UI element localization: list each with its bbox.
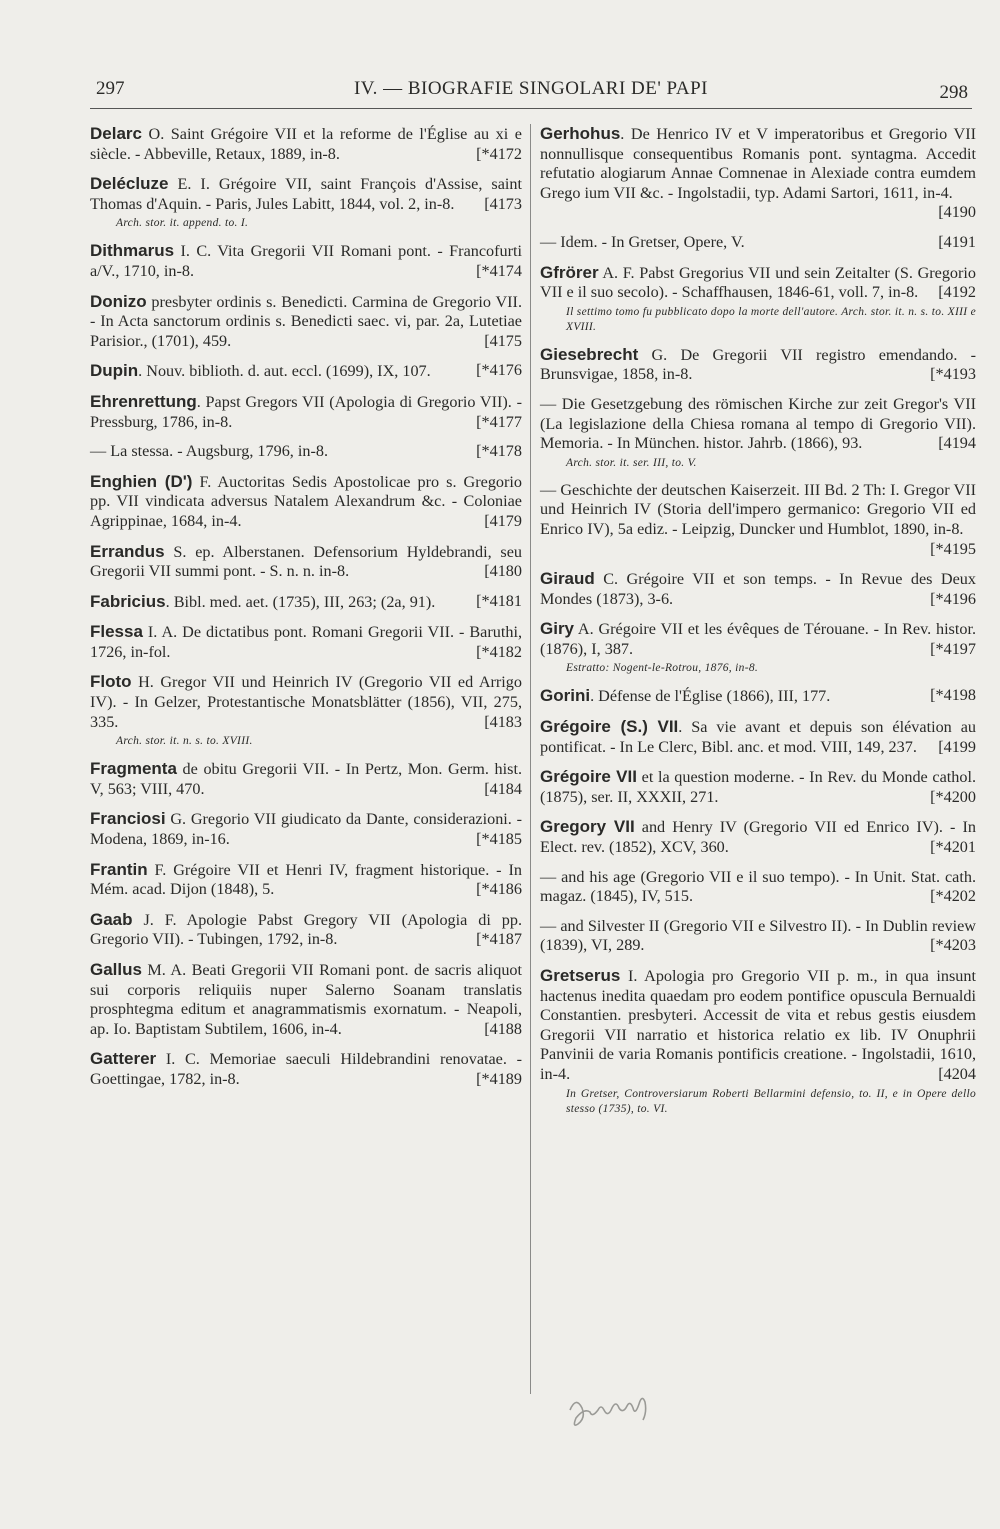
entry-number: [4188 [484,1019,522,1038]
entry-text: I. C. Memoriae saeculi Hildebrandini renovatae. - Goettingae, 1782, in-8. [90,1050,522,1088]
entry-text: . Sa vie avant et depuis son élévation au pontificat. - In Le Clerc, Bibl. anc. et mod. VIII, 149, 237. [540,718,976,756]
entry-author: Donizo [90,291,147,311]
bibliography-entry [540,395,976,471]
entry-note: In Gretser, Controversiarum Roberti Bellarmini defensio, to. II, e in Opere dello stesso (1735), to. VI. [566,1087,976,1115]
entry-author: Gfrörer [540,262,599,282]
bibliography-entry [90,442,522,462]
entry-text: C. Grégoire VII et son temps. - In Revue des Deux Mondes (1873), 3-6. [540,570,976,608]
entry-note: Estratto: Nogent-le-Rotrou, 1876, in-8. [566,662,759,675]
entry-number: [*4186 [476,880,522,899]
entry-author: Grégoire (S.) VII [540,717,679,737]
entry-note: Arch. stor. it. ser. III, to. V. [566,456,697,469]
entry-text: . De Henrico IV et V imperatoribus et Gregorio VII nonnullisque consequentibus Romanis pont. syntagma. Accedit refutatio alogiarum Annae Comnenae in Alexiade contra eumdem Grego ium VII &c. - Ingolstadii, typ. Adami Sartori, 1611, in-4. [540,125,976,202]
entry-author: Gallus [90,960,142,979]
entry-author: Grégoire VII [540,767,637,787]
entry-text: J. F. Apologie Pabst Gregory VII (Apologia di pp. Gregorio VII). - Tubingen, 1792, in-8. [90,910,522,949]
bibliography-entry [540,966,976,1117]
entry-number: [*4178 [476,442,522,461]
entry-author: Gretserus [540,966,621,985]
bibliography-entry [90,910,522,950]
entry-number: [4180 [484,562,522,581]
bibliography-entry [540,717,976,757]
entry-author: Floto [90,672,132,692]
bibliography-entry [90,809,522,849]
entry-author: Giraud [540,569,595,589]
entry-number: [4190 [938,203,976,222]
bibliography-entry [90,592,522,613]
bibliography-entry [90,472,522,532]
entry-author: Ehrenrettung [90,391,197,411]
entry-text: G. De Gregorii VII registro emendando. - Brunsvigae, 1858, in-8. [540,345,976,384]
entry-author: Errandus [90,541,165,561]
entry-text: E. I. Grégoire VII, saint François d'Assise, saint Thomas d'Aquin. - Paris, Jules Labitt, 1844, vol. 2, in-8. [90,175,522,213]
entry-number: [*4189 [476,1069,522,1088]
entry-number: [*4195 [930,539,976,558]
entry-number: [*4182 [476,642,522,661]
entry-author: Franciosi [90,809,166,829]
entry-text: G. Gregorio VII giudicato da Dante, considerazioni. - Modena, 1869, in-16. [90,810,522,849]
entry-number: [*4202 [930,887,976,906]
bibliography-entry [540,619,976,676]
bibliography-entry [540,124,976,223]
bibliography-entry [90,860,522,900]
entry-number: [*4200 [930,787,976,806]
entry-number: [*4203 [930,936,976,955]
entry-text: A. Grégoire VII et les évêques de Térouane. - In Rev. histor. (1876), I, 387. [540,620,976,658]
entry-author: Gerhohus [540,124,621,143]
entry-text: — Idem. - In Gretser, Opere, V. [540,232,745,251]
entry-author: Delarc [90,124,142,143]
entry-text: and Henry IV (Gregorio VII ed Enrico IV). - In Elect. rev. (1852), XCV, 360. [540,818,977,857]
left-column [90,124,522,1100]
bibliography-entry [540,767,976,807]
entry-number: [4173 [484,194,522,213]
bibliography-entry [90,292,522,352]
left-page-number: 297 [96,78,125,99]
entry-text: — and his age (Gregorio VII e il suo tempo). - In Unit. Stat. cath. magaz. (1845), IV, 515. [540,867,976,906]
entry-text: I. C. Vita Gregorii VII Romani pont. - Francofurti a/V., 1710, in-8. [90,242,522,280]
entry-number: [*4172 [476,144,522,163]
bibliography-entry [90,542,522,582]
bibliography-entry [90,672,522,749]
entry-author: Dithmarus [90,241,175,261]
bibliography-entry [90,960,522,1039]
entry-text: A. F. Pabst Gregorius VII und sein Zeitalter (S. Gregorio VII e il suo secolo). - Schaffhausen, 1846-61, voll. 7, in-8. [540,263,976,302]
running-header [90,72,972,109]
entry-text: M. A. Beati Gregorii VII Romani pont. de sacris aliquot sui corporis reliquiis nuper Salerno Soanam translatis prosphtegma editum et anagrammatismis exornatum. - Neapoli, ap. Io. Baptistam Subtilem, 1606, in-4. [90,961,522,1038]
bibliography-entry [90,622,522,662]
bibliography-entry [90,759,522,799]
entry-text: . Papst Gregors VII (Apologia di Gregorio VII). - Pressburg, 1786, in-8. [90,392,522,431]
entry-author: Giesebrecht [540,344,639,364]
entry-text: O. Saint Grégoire VII et la reforme de l'Église au xi e siècle. - Abbeville, Retaux, 1889, in-8. [90,125,522,163]
entry-number: [*4187 [476,930,522,949]
entry-author: Gaab [90,909,133,929]
right-column [540,124,976,1127]
entry-author: Delécluze [90,174,169,194]
entry-text: F. Grégoire VII et Henri IV, fragment historique. - In Mém. acad. Dijon (1848), 5. [90,860,522,899]
entry-number: [*4201 [930,838,976,857]
bibliography-entry [90,1049,522,1089]
entry-author: Fabricius [90,591,166,611]
entry-author: Fragmenta [90,759,177,779]
bibliography-entry [540,817,976,857]
bibliography-entry [540,569,976,609]
entry-text: — Die Gesetzgebung des römischen Kirche zur zeit Gregor's VII (La legislazione della Chiesa romana al tempo di Gregorio VII). Memoria. - In München. histor. Jahrb. (1866), 93. [540,394,976,453]
entry-note: Arch. stor. it. append. to. I. [116,217,249,230]
entry-number: [4179 [484,511,522,530]
bibliography-entry [540,345,976,385]
entry-author: Frantin [90,859,148,879]
entry-author: Dupin [90,361,139,381]
entry-text: H. Gregor VII und Heinrich IV (Gregorio VII ed Arrigo IV). - In Gelzer, Protestantische Monatsblätter (1856), VII, 275, 335. [90,673,522,731]
entry-text: presbyter ordinis s. Benedicti. Carmina de Gregorio VII. - In Acta sanctorum ordinis s. Benedicti saec. vi, par. 2a, Lutetiae Parisior., (1701), 459. [90,292,522,350]
bibliography-entry [90,241,522,281]
bibliography-entry [90,392,522,432]
entry-number: [4194 [938,434,976,453]
entry-author: Gorini [540,686,591,706]
column-divider [530,124,531,1394]
entry-text: F. Auctoritas Sedis Apostolicae pro s. Gregorio pp. VII vindicata adversus Natalem Alexandrum &c. - Coloniae Agrippinae, 1684, in-4. [90,472,522,530]
bibliography-entry [90,174,522,231]
bibliography-entry [540,917,976,956]
entry-number: [*4181 [476,591,522,610]
entry-number: [*4198 [930,686,976,705]
entry-text: de obitu Gregorii VII. - In Pertz, Mon. Germ. hist. V, 563; VIII, 470. [90,760,522,798]
entry-number: [*4177 [476,412,522,431]
entry-number: [4199 [938,737,976,756]
entry-text: — La stessa. - Augsburg, 1796, in-8. [90,442,328,461]
entry-number: [*4174 [476,261,522,280]
entry-text: . Défense de l'Église (1866), III, 177. [590,687,831,706]
entry-text: et la question moderne. - In Rev. du Monde cathol. (1875), ser. II, XXXII, 271. [540,768,976,806]
bibliography-entry [540,481,976,559]
entry-note: Arch. stor. it. n. s. to. XVIII. [116,735,253,748]
right-page-number: 298 [939,82,968,103]
entry-text: . Bibl. med. aet. (1735), III, 263; (2a, 91). [165,592,436,611]
entry-text: — Geschichte der deutschen Kaiserzeit. III Bd. 2 Th: I. Gregor VII und Heinrich IV (Storia dell'impero germanico: Gregorio VII ed Enrico IV), 5a ediz. - Leipzig, Duncker und Humblot, 1890, in-8. [540,480,976,538]
entry-text: — and Silvester II (Gregorio VII e Silvestro II). - In Dublin review (1839), VI, 289. [540,916,976,955]
entry-text: I. A. De dictatibus pont. Romani Gregorii VII. - Baruthi, 1726, in-fol. [90,623,522,661]
entry-author: Enghien (D') [90,471,193,491]
entry-author: Flessa [90,622,143,642]
entry-number: [*4176 [476,361,522,380]
entry-number: [*4193 [930,365,976,384]
entry-number: [*4197 [930,639,976,658]
bibliography-entry [540,686,976,707]
entry-number: [4204 [938,1064,976,1083]
entry-author: Gatterer [90,1049,157,1069]
handwritten-annotation [565,1380,685,1430]
entry-text: I. Apologia pro Gregorio VII p. m., in qua insunt hactenus inedita quaedam pro eodem pontifice opuscula Bernualdi Constantien. presbyteri. Accessit de vita et rebus gestis eiusdem Gregorii VII narratio et historica relatio ex lib. IV Onuphrii Panvinii de varia Romanis pontificis creatione. - Ingolstadii, 1610, in-4. [540,967,976,1083]
bibliography-entry [540,263,976,335]
binding-edge [12,0,18,1529]
entry-text: S. ep. Alberstanen. Defensorium Hyldebrandi, seu Gregorii VII summi pont. - S. n. n. in-8. [90,542,522,581]
entry-number: [4184 [484,779,522,798]
running-title: IV. — BIOGRAFIE SINGOLARI DE' PAPI [353,78,708,99]
entry-number: [4192 [938,283,976,302]
entry-author: Giry [540,619,575,639]
entry-author: Gregory VII [540,817,635,837]
entry-text: . Nouv. biblioth. d. aut. eccl. (1699), IX, 107. [138,362,431,381]
entry-number: [*4185 [476,830,522,849]
entry-number: [4191 [938,232,976,251]
bibliography-entry [90,361,522,382]
bibliography-entry [540,233,976,253]
entry-number: [*4196 [930,589,976,608]
entry-number: [4175 [484,331,522,350]
entry-number: [4183 [484,712,522,731]
bibliography-entry [540,868,976,907]
bibliography-entry [90,124,522,164]
entry-note: Il settimo tomo fu pubblicato dopo la morte dell'autore. Arch. stor. it. n. s. to. XIII e XVIII. [566,305,976,333]
